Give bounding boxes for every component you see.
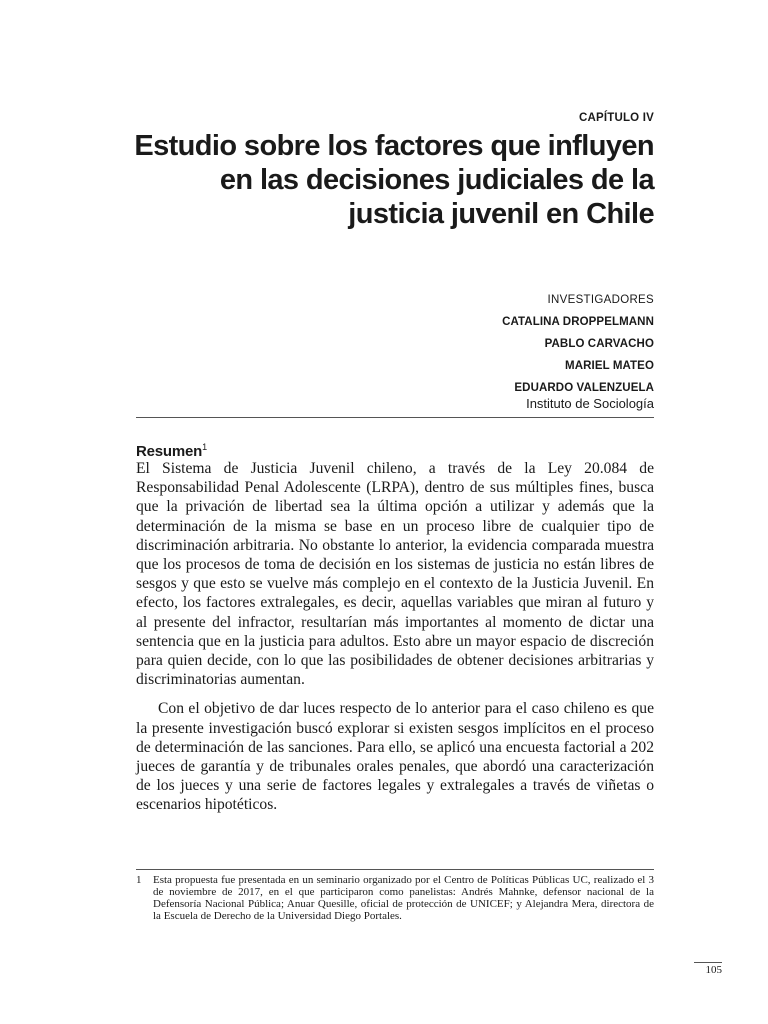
researcher-name: PABLO CARVACHO [544, 338, 654, 350]
footnote-divider [136, 869, 654, 870]
abstract-body [136, 459, 654, 825]
researcher-name: CATALINA DROPPELMANN [502, 316, 654, 328]
footnote-text: Esta propuesta fue presentada en un seminario organizado por el Centro de Políticas Públicas UC, realizado el 3 de noviembre de 2017, en el que participaron como panelistas: Andrés Mahnke, defensor nacional de la Defensoría Nacional Pública; Anuar Quesille, oficial de protección de UNICEF; y Alejandra Mera, directora de la Escuela de Derecho de la Universidad Diego Portales. [153, 874, 654, 922]
researcher-name: EDUARDO VALENZUELA [514, 382, 654, 394]
title-line: justicia juvenil en Chile [348, 198, 654, 230]
abstract-paragraph: Con el objetivo de dar luces respecto de lo anterior para el caso chileno es que la presente investigación buscó explorar si existen sesgos implícitos en el proceso de determinación de las sanciones. Para ello, se aplicó una encuesta factorial a 202 jueces de garantía y de tribunales orales penales, que abordó una caracterización de los jueces y una serie de factores legales y extralegales a través de viñetas o escenarios hipotéticos. [136, 700, 654, 814]
page-title [114, 129, 654, 231]
page-number: 105 [705, 964, 722, 976]
page-number-rule [694, 962, 722, 963]
researchers-heading: INVESTIGADORES [547, 294, 654, 306]
footnote-reference[interactable]: 1 [202, 442, 207, 452]
footnote-number: 1 [136, 874, 142, 886]
chapter-label: CAPÍTULO IV [578, 112, 654, 124]
footnote [136, 874, 654, 922]
title-line: en las decisiones judiciales de la [219, 164, 654, 196]
abstract-heading-text: Resumen [136, 443, 203, 460]
title-line: Estudio sobre los factores que influyen [134, 130, 654, 162]
abstract-paragraph: El Sistema de Justicia Juvenil chileno, a través de la Ley 20.084 de Responsabilidad Penal Adolescente (LRPA), dentro de sus múltiples fines, busca que la privación de libertad sea la última opción a utilizar y además que la determinación de la misma se base en un proceso libre de cualquier tipo de discriminación arbitraria. No obstante lo anterior, la evidencia comparada muestra que los procesos de toma de decisión en los sistemas de justicia no están libres de sesgos y que esto se vuelve más complejo en el contexto de la Justicia Juvenil. En efecto, los factores extralegales, es decir, aquellas variables que miran al futuro y al presente del infractor, resultarían más importantes al momento de dictar una sentencia que en la justicia para adultos. Esto abre un mayor espacio de discreción para quien decide, con lo que las posibilidades de obtener decisiones arbitrarias y discriminatorias aumentan. [136, 460, 654, 689]
researchers-block [502, 293, 654, 412]
researcher-name: MARIEL MATEO [565, 360, 654, 372]
researchers-institute: Instituto de Sociología [526, 396, 654, 411]
section-divider [136, 417, 654, 418]
